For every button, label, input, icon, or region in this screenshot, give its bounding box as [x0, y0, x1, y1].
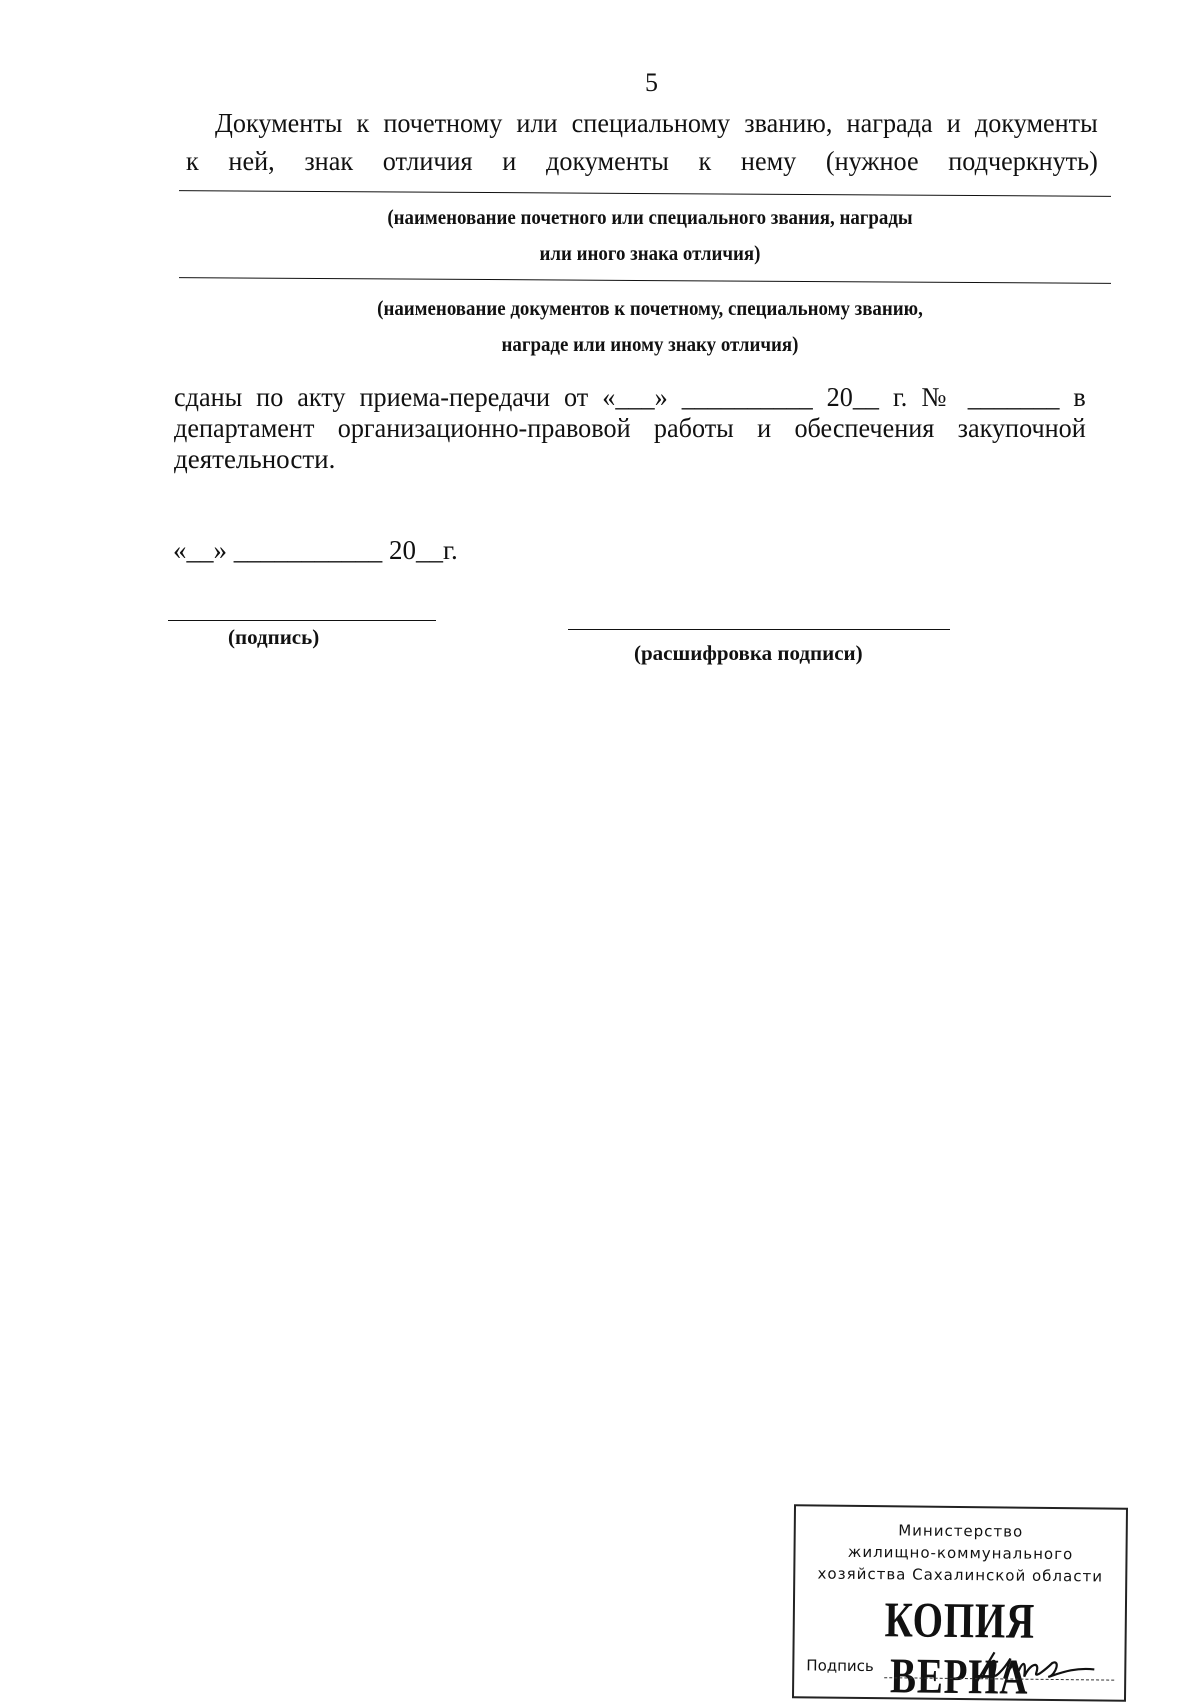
documents-name-field-line[interactable] — [179, 277, 1111, 284]
documents-name-caption-1: (наименование документов к почетному, специальному званию, — [377, 296, 923, 320]
stamp-org-line-3: хозяйства Сахалинской области — [817, 1564, 1104, 1586]
transfer-line-2: департамент организационно-правовой работы и обеспечения закупочной — [174, 413, 1086, 443]
stamp-signature-label: Подпись — [806, 1656, 874, 1676]
page-number: 5 — [645, 68, 658, 97]
honor-name-caption-2: или иного знака отличия) — [539, 241, 761, 265]
signature-caption: (подпись) — [228, 625, 320, 649]
intro-line-2: к ней, знак отличия и документы к нему (нужное подчеркнуть) — [186, 146, 1098, 176]
documents-name-caption-2: награде или иному знаку отличия) — [501, 332, 799, 356]
stamp-org-line-1: Министерство — [898, 1521, 1024, 1541]
intro-line-1: Документы к почетному или специальному званию, награда и документы — [215, 108, 1098, 138]
transfer-line-1: сданы по акту приема-передачи от «___» __________ 20__ г. № _______ в — [174, 382, 1086, 412]
handwritten-signature-icon — [964, 1648, 1104, 1689]
signature-field-line[interactable] — [168, 620, 436, 621]
date-line: «__» ___________ 20__г. — [173, 535, 458, 565]
honor-name-caption-1: (наименование почетного или специального звания, награды — [387, 205, 913, 229]
transfer-line-3: деятельности. — [174, 444, 336, 474]
honor-name-field-line[interactable] — [179, 190, 1111, 197]
stamp-org-line-2: жилищно-коммунального — [847, 1542, 1074, 1564]
signature-decoding-caption: (расшифровка подписи) — [634, 641, 863, 665]
certified-copy-stamp — [792, 1504, 1128, 1705]
signature-decoding-field-line[interactable] — [568, 629, 950, 630]
stamp-title: КОПИЯ ВЕРНА — [884, 1591, 1036, 1705]
